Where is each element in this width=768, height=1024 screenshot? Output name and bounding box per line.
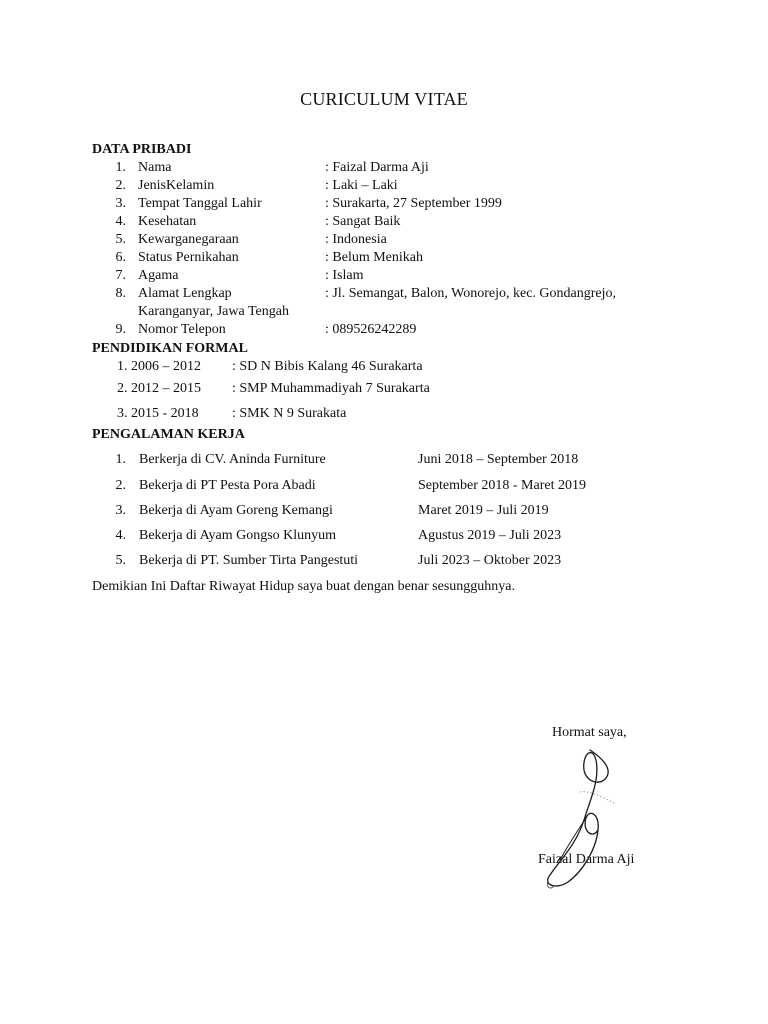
section-heading-data-pribadi: DATA PRIBADI — [92, 142, 192, 157]
closing-statement: Demikian Ini Daftar Riwayat Hidup saya buat dengan benar sesungguhnya. — [92, 579, 515, 594]
field-label: Nama — [138, 160, 172, 175]
list-number: 2. — [115, 178, 126, 193]
signature-greeting: Hormat saya, — [552, 725, 627, 740]
list-number: 9. — [115, 322, 126, 337]
field-value: : Laki – Laki — [325, 178, 398, 193]
job-title: Bekerja di Ayam Goreng Kemangi — [139, 503, 333, 518]
list-number: 1. — [115, 160, 126, 175]
job-period: Maret 2019 – Juli 2019 — [418, 503, 549, 518]
list-number: 1. — [115, 452, 126, 467]
list-number: 4. — [115, 214, 126, 229]
field-label: Status Pernikahan — [138, 250, 239, 265]
job-title: Bekerja di PT. Sumber Tirta Pangestuti — [139, 553, 359, 568]
field-label: JenisKelamin — [138, 178, 215, 193]
education-period: 1. 2006 – 2012 — [117, 359, 201, 374]
education-school: : SMP Muhammadiyah 7 Surakarta — [232, 381, 430, 396]
field-label: Kewarganegaraan — [138, 232, 239, 247]
field-value: : Islam — [325, 268, 364, 283]
document-title: CURICULUM VITAE — [300, 89, 468, 109]
field-label: Agama — [138, 268, 179, 283]
signature-name: Faizal Darma Aji — [538, 852, 635, 867]
education-period: 3. 2015 - 2018 — [117, 406, 199, 421]
list-number: 3. — [115, 503, 126, 518]
list-number: 6. — [115, 250, 126, 265]
list-number: 4. — [115, 528, 126, 543]
list-number: 2. — [115, 478, 126, 493]
section-heading-pendidikan-formal: PENDIDIKAN FORMAL — [92, 341, 248, 356]
section-heading-pengalaman-kerja: PENGALAMAN KERJA — [92, 427, 245, 442]
job-period: Juli 2023 – Oktober 2023 — [418, 553, 562, 568]
list-number: 7. — [115, 268, 126, 283]
list-number: 8. — [115, 286, 126, 301]
field-value: : Belum Menikah — [325, 250, 423, 265]
job-title: Bekerja di PT Pesta Pora Abadi — [139, 478, 316, 493]
field-label: Kesehatan — [138, 214, 197, 229]
job-title: Berkerja di CV. Aninda Furniture — [139, 452, 326, 467]
field-label: Nomor Telepon — [138, 322, 226, 337]
education-period: 2. 2012 – 2015 — [117, 381, 201, 396]
handwritten-signature-icon — [520, 730, 640, 900]
field-value: : Indonesia — [325, 232, 387, 247]
list-number: 3. — [115, 196, 126, 211]
field-value: : Faizal Darma Aji — [325, 160, 429, 175]
field-value: : Jl. Semangat, Balon, Wonorejo, kec. Gondangrejo, — [325, 286, 616, 301]
field-label: Tempat Tanggal Lahir — [138, 196, 262, 211]
field-value: : 089526242289 — [325, 322, 417, 337]
field-label: Alamat Lengkap — [138, 286, 232, 301]
job-period: Agustus 2019 – Juli 2023 — [418, 528, 562, 543]
field-value-continuation: Karanganyar, Jawa Tengah — [138, 304, 289, 319]
education-school: : SMK N 9 Surakata — [232, 406, 347, 421]
list-number: 5. — [115, 232, 126, 247]
field-value: : Surakarta, 27 September 1999 — [325, 196, 502, 211]
field-value: : Sangat Baik — [325, 214, 401, 229]
education-school: : SD N Bibis Kalang 46 Surakarta — [232, 359, 423, 374]
job-title: Bekerja di Ayam Gongso Klunyum — [139, 528, 337, 543]
list-number: 5. — [115, 553, 126, 568]
job-period: September 2018 - Maret 2019 — [418, 478, 586, 493]
job-period: Juni 2018 – September 2018 — [418, 452, 579, 467]
